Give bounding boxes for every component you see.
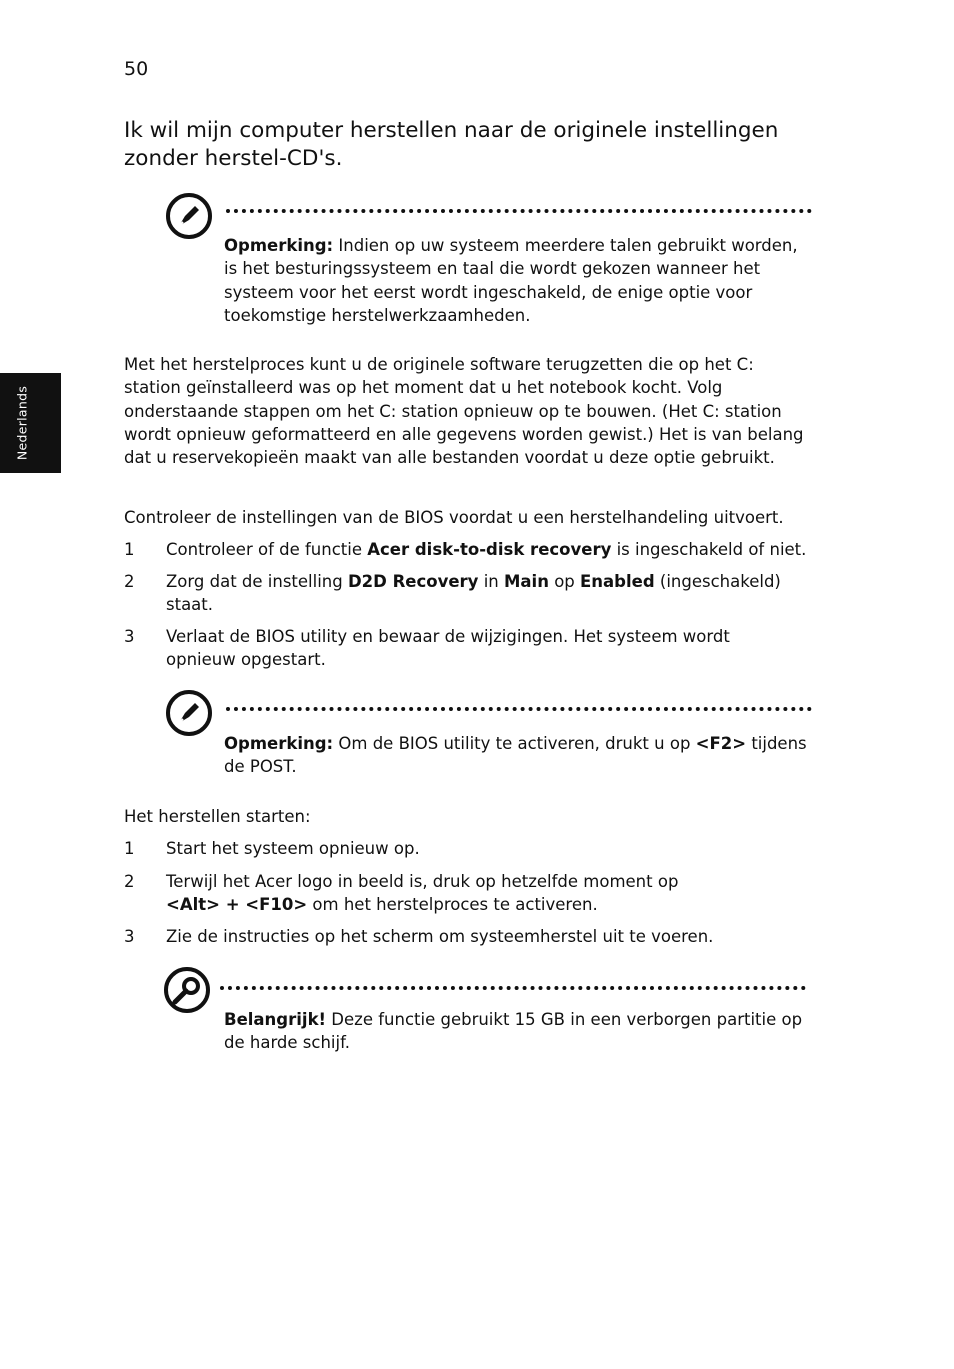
note-icon — [165, 192, 213, 244]
step-text: Controleer of de functie — [166, 540, 368, 559]
step-text: Zie de instructies op het scherm om systeemherstel uit te voeren. — [166, 927, 714, 946]
step-number: 3 — [124, 927, 135, 946]
page-number: 50 — [124, 58, 149, 80]
important-body: Deze functie gebruikt 15 GB in een verborgen partitie op de harde schijf. — [224, 1010, 803, 1053]
important-label: Belangrijk! — [224, 1010, 327, 1029]
step-number: 1 — [124, 839, 135, 858]
bios-intro: Controleer de instellingen van de BIOS voordat u een herstelhandeling uitvoert. — [124, 508, 784, 527]
step-text: om het herstelproces te activeren. — [307, 895, 598, 915]
note-divider — [226, 209, 812, 213]
section-heading: Ik wil mijn computer herstellen naar de originele instellingen zonder herstel-CD's. — [124, 118, 779, 171]
step-text: in — [478, 572, 504, 591]
step-number: 1 — [124, 540, 135, 559]
step-text: op — [548, 572, 581, 591]
note-body: Indien op uw systeem meerdere talen gebruikt worden, is het besturingssysteem en taal die wordt gekozen wanneer het systeem voor het eerst wordt ingeschakeld, de enige optie voor toekomstige herstelwerkzaamheden. — [224, 236, 798, 325]
step-bold: Acer disk-to-disk recovery — [367, 540, 612, 559]
step-bold: D2D Recovery — [347, 572, 479, 591]
language-side-tab — [0, 373, 61, 473]
start-intro: Het herstellen starten: — [124, 807, 311, 826]
note-icon — [165, 689, 213, 741]
step-bold: <Alt> + <F10> — [166, 895, 308, 915]
step-bold: Enabled — [580, 572, 655, 591]
note-text — [224, 732, 814, 779]
step-text: (ingeschakeld) staat. — [166, 572, 781, 615]
step-bold: Main — [504, 572, 549, 591]
step-text: Start het systeem opnieuw op. — [166, 839, 420, 858]
step-number: 2 — [124, 872, 135, 891]
note-body: Om de BIOS utility te activeren, drukt u op — [333, 734, 696, 753]
step-text: Zorg dat de instelling — [166, 572, 348, 591]
important-icon — [163, 966, 211, 1018]
side-tab-label: Nederlands — [14, 385, 30, 461]
intro-paragraph: Met het herstelproces kunt u de originele software terugzetten die op het C: station geïnstalleerd was op het moment dat u het notebook kocht. Volg onderstaande stappen om het C: station opnieuw op te bouwen. (Het C: station wordt opnieuw geformatteerd en alle gegevens worden gewist.) Het is van belang dat u reservekopieën maakt van alle bestanden voordat u deze optie gebruikt. — [124, 355, 804, 468]
note-key: <F2> — [695, 734, 747, 753]
note-label: Opmerking: — [224, 734, 334, 753]
step-number: 3 — [124, 627, 135, 646]
step-number: 2 — [124, 572, 135, 591]
important-divider — [220, 986, 806, 990]
note-divider — [226, 707, 812, 711]
step-text: is ingeschakeld of niet. — [611, 540, 807, 559]
step-text: Terwijl het Acer logo in beeld is, druk op hetzelfde moment op — [166, 872, 679, 891]
note-body: tijdens de POST. — [224, 734, 807, 777]
note-label: Opmerking: — [224, 236, 334, 255]
note-text — [224, 234, 814, 327]
step-text: Verlaat de BIOS utility en bewaar de wijzigingen. Het systeem wordt opnieuw opgestart. — [166, 627, 730, 670]
important-text — [224, 1008, 804, 1055]
